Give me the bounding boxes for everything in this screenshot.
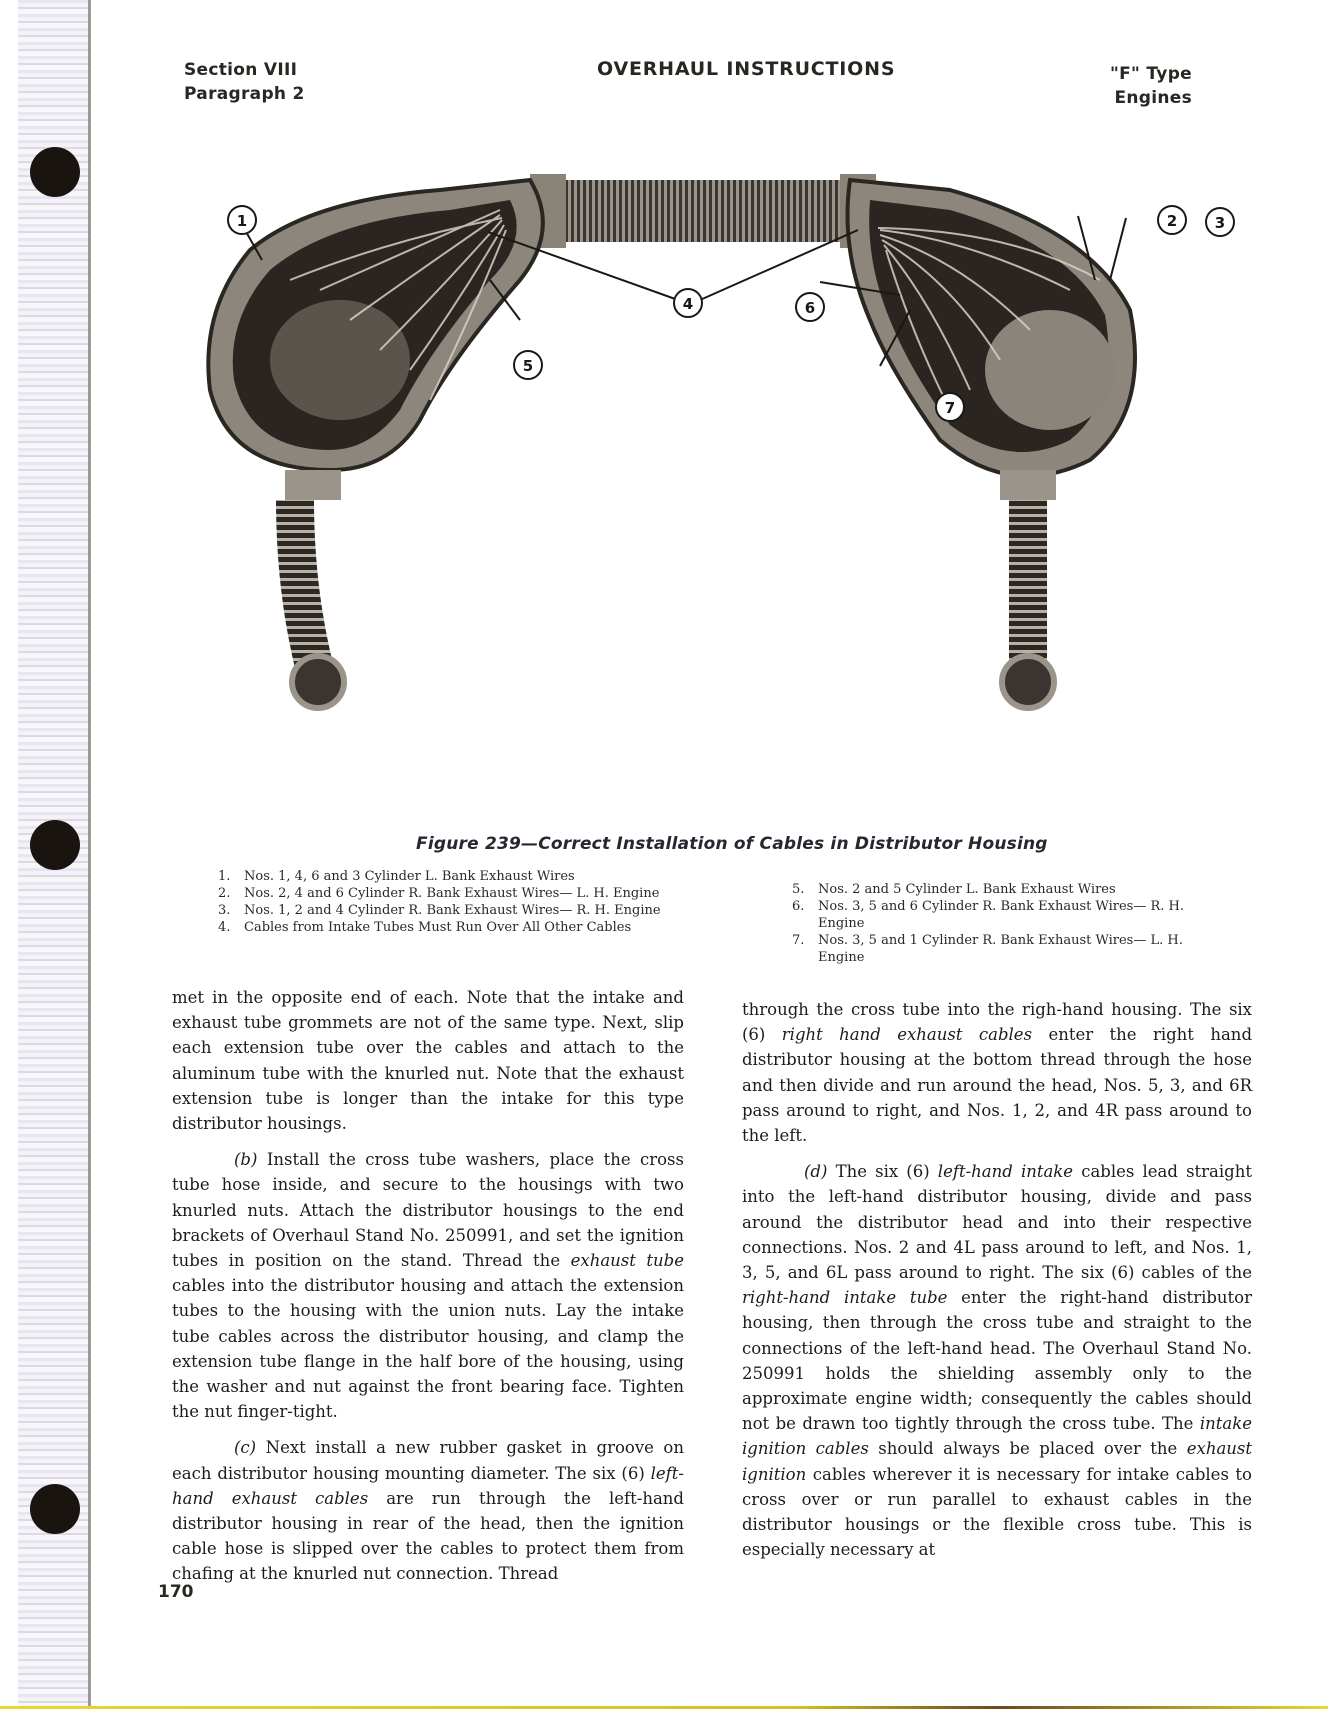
legend-item xyxy=(792,881,1212,898)
emphasis: exhaust ignition xyxy=(742,1439,1253,1484)
emphasis: right-hand intake tube xyxy=(742,1288,948,1308)
emphasis: right hand exhaust cables xyxy=(781,1025,1033,1045)
body-column-left xyxy=(172,985,684,1587)
page-title: OVERHAUL INSTRUCTIONS xyxy=(597,58,896,80)
page-number: 170 xyxy=(158,1582,194,1602)
figure-callouts xyxy=(190,170,1250,810)
text-run: Next install a new rubber gasket in groove on each distributor housing mounting diameter. The six (6) xyxy=(172,1438,684,1483)
legend-number: 5. xyxy=(792,882,805,897)
binder-hole-icon xyxy=(30,1484,80,1534)
legend-item xyxy=(792,898,1212,932)
legend-item xyxy=(218,868,718,885)
text-run: cables into the distributor housing and attach the extension tubes to the housing with the union nuts. Lay the intake tube cables across the distributor housing, and clamp the extension tube flange in the half bore of the housing, using the washer and nut against the front bearing face. Tighten the nut finger-tight. xyxy=(172,1276,684,1422)
figure-legend-left xyxy=(218,868,718,936)
paragraph-d xyxy=(742,1159,1252,1562)
figure-legend-right xyxy=(792,881,1212,966)
paragraph-number: Paragraph 2 xyxy=(184,84,305,104)
legend-text: Nos. 1, 4, 6 and 3 Cylinder L. Bank Exhaust Wires xyxy=(244,869,575,884)
text-run: through the cross tube into the righ-hand housing. The six (6) xyxy=(742,1000,1252,1045)
emphasis: left-hand intake xyxy=(937,1162,1074,1182)
callout-5 xyxy=(514,351,542,379)
text-run: are run through the left-hand distributor housing in rear of the head, then the ignition cable hose is slipped over the cables to protect them from chafing at the knurled nut connection. Thread xyxy=(172,1488,684,1584)
callout-4 xyxy=(674,289,702,317)
paragraph-c xyxy=(172,1435,684,1586)
legend-number: 4. xyxy=(218,920,231,935)
callout-6 xyxy=(796,293,824,321)
legend-text: Nos. 2 and 5 Cylinder L. Bank Exhaust Wires xyxy=(818,882,1116,897)
legend-number: 7. xyxy=(792,933,805,948)
text-run: enter the right hand distributor housing at the bottom thread through the hose and then divide and run around the head, Nos. 5, 3, and 6R pass around to right, and Nos. 1, 2, and 4R pass around to the left. xyxy=(742,1025,1252,1146)
legend-text: Nos. 2, 4 and 6 Cylinder R. Bank Exhaust Wires— L. H. Engine xyxy=(244,886,660,901)
legend-number: 3. xyxy=(218,903,231,918)
paragraph xyxy=(742,997,1252,1148)
legend-number: 2. xyxy=(218,886,231,901)
svg-text:1: 1 xyxy=(236,212,248,230)
paragraph-label: (c) xyxy=(234,1438,257,1458)
engine-type-label xyxy=(1110,62,1192,110)
paragraph-label: (d) xyxy=(804,1162,828,1182)
paragraph: met in the opposite end of each. Note that the intake and exhaust tube grommets are not of the same type. Next, slip each extension tube over the cables and attach to the aluminum tube with the knurled nut. Note that the exhaust extension tube is longer than the intake for this type distributor housings. xyxy=(172,988,684,1134)
emphasis: exhaust tube xyxy=(570,1251,685,1271)
callout-2 xyxy=(1158,206,1186,234)
legend-item xyxy=(218,885,718,902)
engine-label: Engines xyxy=(1114,88,1192,108)
callout-3 xyxy=(1206,208,1234,236)
section-label xyxy=(184,58,305,106)
text-run: Install the cross tube washers, place the cross tube hose inside, and secure to the housings with two knurled nuts. Attach the distributor housings to the end brackets of Overhaul Stand No. 250991, and set the ignition tubes in position on the stand. Thread the xyxy=(172,1150,684,1271)
callout-1 xyxy=(228,206,256,234)
legend-text: Cables from Intake Tubes Must Run Over All Other Cables xyxy=(244,920,632,935)
legend-number: 6. xyxy=(792,899,805,914)
text-run: cables lead straight into the left-hand distributor housing, divide and pass around the distributor head and into their respective connections. Nos. 2 and 4L pass around to left, and Nos. 1, 3, 5, and 6L pass around to right. The six (6) cables of the xyxy=(742,1162,1252,1283)
legend-text: Nos. 1, 2 and 4 Cylinder R. Bank Exhaust Wires— R. H. Engine xyxy=(244,903,661,918)
legend-item xyxy=(792,932,1212,966)
legend-item xyxy=(218,919,718,936)
svg-text:5: 5 xyxy=(522,357,534,375)
text-run: The six (6) xyxy=(827,1162,938,1182)
paragraph-b xyxy=(172,1147,684,1424)
svg-text:6: 6 xyxy=(804,299,816,317)
legend-text: Nos. 3, 5 and 6 Cylinder R. Bank Exhaust Wires— R. H. Engine xyxy=(818,899,1185,931)
text-run: cables wherever it is necessary for intake cables to cross over or run parallel to exhaust cables in the distributor housings or the flexible cross tube. This is especially necessary at xyxy=(742,1464,1252,1560)
svg-text:3: 3 xyxy=(1214,214,1226,232)
legend-text: Nos. 3, 5 and 1 Cylinder R. Bank Exhaust Wires— L. H. Engine xyxy=(818,933,1183,965)
page-edge xyxy=(88,0,91,1709)
legend-item xyxy=(218,902,718,919)
text-run: enter the right-hand distributor housing, then through the cross tube and straight to the connections of the left-hand head. The Overhaul Stand No. 250991 holds the shielding assembly only to the approximate engine width; consequently the cables should not be drawn too tightly through the cross tube. The xyxy=(742,1288,1252,1434)
callout-7 xyxy=(936,393,964,421)
text-run: should always be placed over the xyxy=(868,1439,1187,1459)
svg-text:2: 2 xyxy=(1166,212,1178,230)
figure-caption: Figure 239—Correct Installation of Cables in Distributor Housing xyxy=(416,834,1048,854)
paragraph-label: (b) xyxy=(234,1150,258,1170)
legend-number: 1. xyxy=(218,869,231,884)
svg-text:7: 7 xyxy=(944,399,956,417)
binder-hole-icon xyxy=(30,820,80,870)
engine-type: "F" Type xyxy=(1109,64,1192,84)
emphasis: left-hand exhaust cables xyxy=(172,1463,684,1508)
binder-hole-icon xyxy=(30,147,80,197)
svg-text:4: 4 xyxy=(682,295,694,313)
emphasis: intake ignition cables xyxy=(742,1414,1252,1459)
section-number: Section VIII xyxy=(184,60,298,80)
body-column-right xyxy=(742,997,1252,1562)
